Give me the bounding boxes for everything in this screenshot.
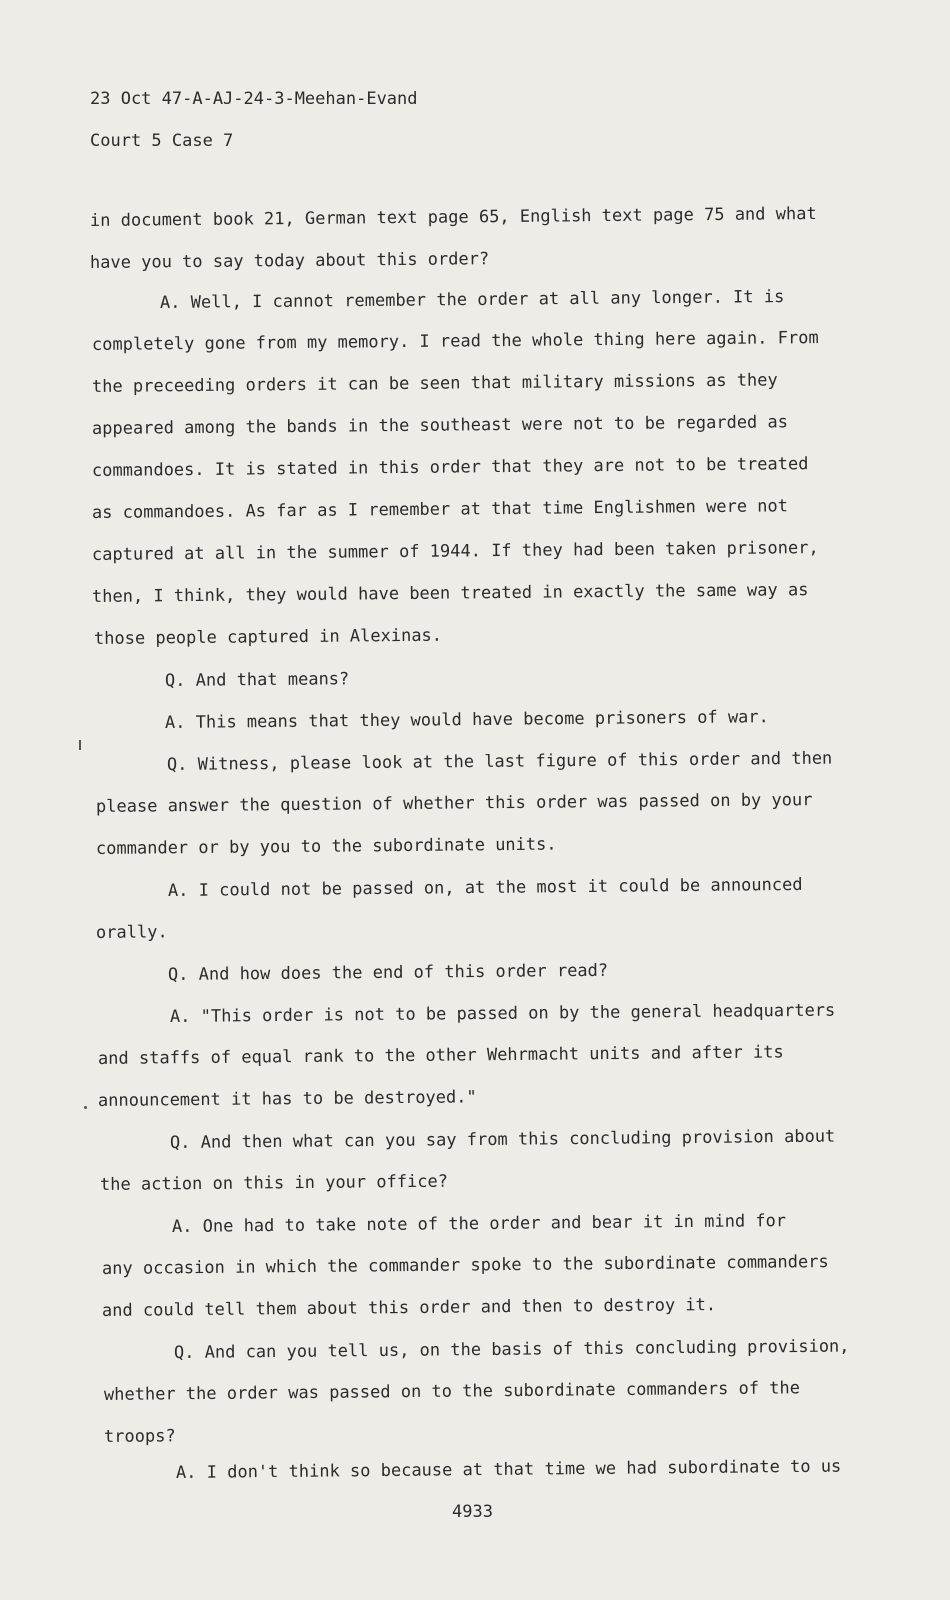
text-line: orally. (95, 922, 168, 943)
page-number: 4933 (452, 1502, 493, 1522)
text-line: the action on this in your office? (99, 1171, 449, 1195)
text-line: those people captured in Alexinas. (93, 625, 443, 649)
text-line: Q. Witness, please look at the last figure of this order and then (166, 748, 833, 775)
text-line: A. I don't think so because at that time we had subordinate to us (175, 1456, 842, 1483)
margin-mark (84, 1106, 87, 1109)
document-header (90, 88, 418, 172)
text-line: have you to say today about this order? (89, 249, 490, 273)
text-line: commandoes. It is stated in this order that they are not to be treated (91, 454, 809, 481)
text-line: A. I could not be passed on, at the most it could be announced (167, 874, 803, 901)
text-line: commander or by you to the subordinate units. (95, 834, 557, 859)
text-line: A. This means that they would have become prisoners of war. (164, 707, 769, 733)
text-line: announcement it has to be destroyed." (97, 1087, 477, 1111)
court-case-line: Court 5 Case 7 (90, 131, 234, 151)
text-line: Q. And then what can you say from this concluding provision about (169, 1126, 836, 1153)
text-line: in document book 21, German text page 65, English text page 75 and what (89, 204, 817, 231)
text-line: troops? (103, 1426, 176, 1447)
text-line: then, I think, they would have been treated in exactly the same way as (91, 580, 809, 607)
text-line: A. "This order is not to be passed on by the general headquarters (169, 1000, 836, 1027)
text-line: and staffs of equal rank to the other Wehrmacht units and after its (97, 1042, 784, 1069)
text-line: as commandoes. As far as I remember at that time Englishmen were not (91, 496, 789, 523)
text-line: A. Well, I cannot remember the order at all any longer. It is (159, 287, 785, 313)
margin-mark (79, 740, 81, 750)
text-line: captured at all in the summer of 1944. If they had been taken prisoner, (91, 538, 819, 565)
reference-line: 23 Oct 47-A-AJ-24-3-Meehan-Evand (90, 89, 418, 109)
text-line: appeared among the bands in the southeast were not to be regarded as (91, 412, 789, 439)
text-line: Q. And how does the end of this order read? (167, 960, 609, 985)
text-line: the preceeding orders it can be seen that military missions as they (91, 370, 778, 397)
text-line: Q. And that means? (164, 669, 350, 691)
text-line: please answer the question of whether this order was passed on by your (95, 790, 813, 817)
text-line: and could tell them about this order and then to destroy it. (101, 1295, 717, 1321)
text-line: any occasion in which the commander spoke to the subordinate commanders (101, 1252, 829, 1279)
text-line: completely gone from my memory. I read the whole thing here again. From (91, 328, 819, 355)
text-line: A. One had to take note of the order and bear it in mind for (171, 1211, 787, 1237)
text-line: Q. And can you tell us, on the basis of this concluding provision, (173, 1336, 850, 1363)
text-line: whether the order was passed on to the subordinate commanders of the (103, 1378, 801, 1405)
